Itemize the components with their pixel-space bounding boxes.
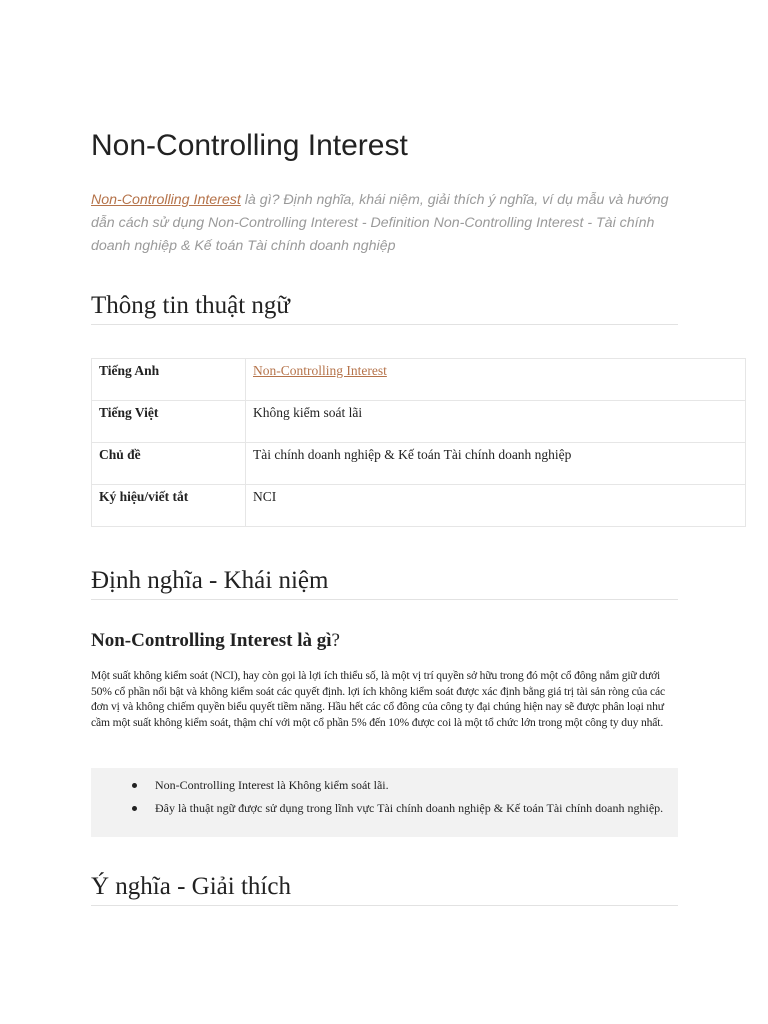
definition-subheading <box>91 628 340 654</box>
english-term-link[interactable]: Non-Controlling Interest <box>253 363 387 378</box>
table-row <box>92 443 746 485</box>
list-item-text: Non-Controlling Interest là Không kiểm soát lãi. <box>155 778 389 792</box>
section-heading-definition: Định nghĩa - Khái niệm <box>91 565 678 600</box>
bullet-icon <box>132 806 137 811</box>
section-heading-term-info: Thông tin thuật ngữ <box>91 290 678 325</box>
list-item <box>155 774 668 797</box>
table-row <box>92 401 746 443</box>
row-key: Tiếng Anh <box>92 359 246 401</box>
table-row <box>92 485 746 527</box>
section-heading-meaning: Ý nghĩa - Giải thích <box>91 871 678 906</box>
definition-paragraph: Một suất không kiểm soát (NCI), hay còn gọi là lợi ích thiểu số, là một vị trí quyền sở hữu trong đó một cổ đông nắm giữ dưới 50% cổ phần nổi bật và không kiểm soát các quyết định. lợi ích không kiểm soát được xác định bằng giá trị tài sản ròng của các đơn vị và không chiếm quyền biểu quyết tiềm năng. Hầu hết các cổ đông của công ty đại chúng hiện nay sẽ được phân loại như cầm một suất không kiểm soát, thậm chí với một cổ phần 5% đến 10% được coi là một tổ chức lớn trong một công ty duy nhất. <box>91 669 666 729</box>
intro-paragraph <box>91 189 678 258</box>
table-row <box>92 359 746 401</box>
row-key: Tiếng Việt <box>92 401 246 443</box>
list-item <box>155 797 668 820</box>
row-value: Không kiểm soát lãi <box>246 401 746 443</box>
subheading-question-mark: ? <box>331 630 340 651</box>
list-item-text: Đây là thuật ngữ được sử dụng trong lĩnh vực Tài chính doanh nghiệp & Kế toán Tài chính doanh nghiệp. <box>155 801 664 815</box>
row-value: NCI <box>246 485 746 527</box>
subheading-text: Non-Controlling Interest là gì <box>91 630 332 651</box>
bullet-icon <box>132 783 137 788</box>
row-key: Chủ đề <box>92 443 246 485</box>
page-title: Non-Controlling Interest <box>91 129 408 162</box>
row-key: Ký hiệu/viết tắt <box>92 485 246 527</box>
row-value <box>246 359 746 401</box>
term-info-table <box>91 358 746 527</box>
summary-list <box>91 768 678 837</box>
intro-term-link[interactable]: Non-Controlling Interest <box>91 192 241 208</box>
row-value: Tài chính doanh nghiệp & Kế toán Tài chính doanh nghiệp <box>246 443 746 485</box>
intro-text: là gì? Định nghĩa, khái niệm, giải thích ý nghĩa, ví dụ mẫu và hướng dẫn cách sử dụng Non-Controlling Interest - Definition Non-Controlling Interest - Tài chính doanh nghiệp & Kế toán Tài chính doanh nghiệp <box>91 192 669 254</box>
